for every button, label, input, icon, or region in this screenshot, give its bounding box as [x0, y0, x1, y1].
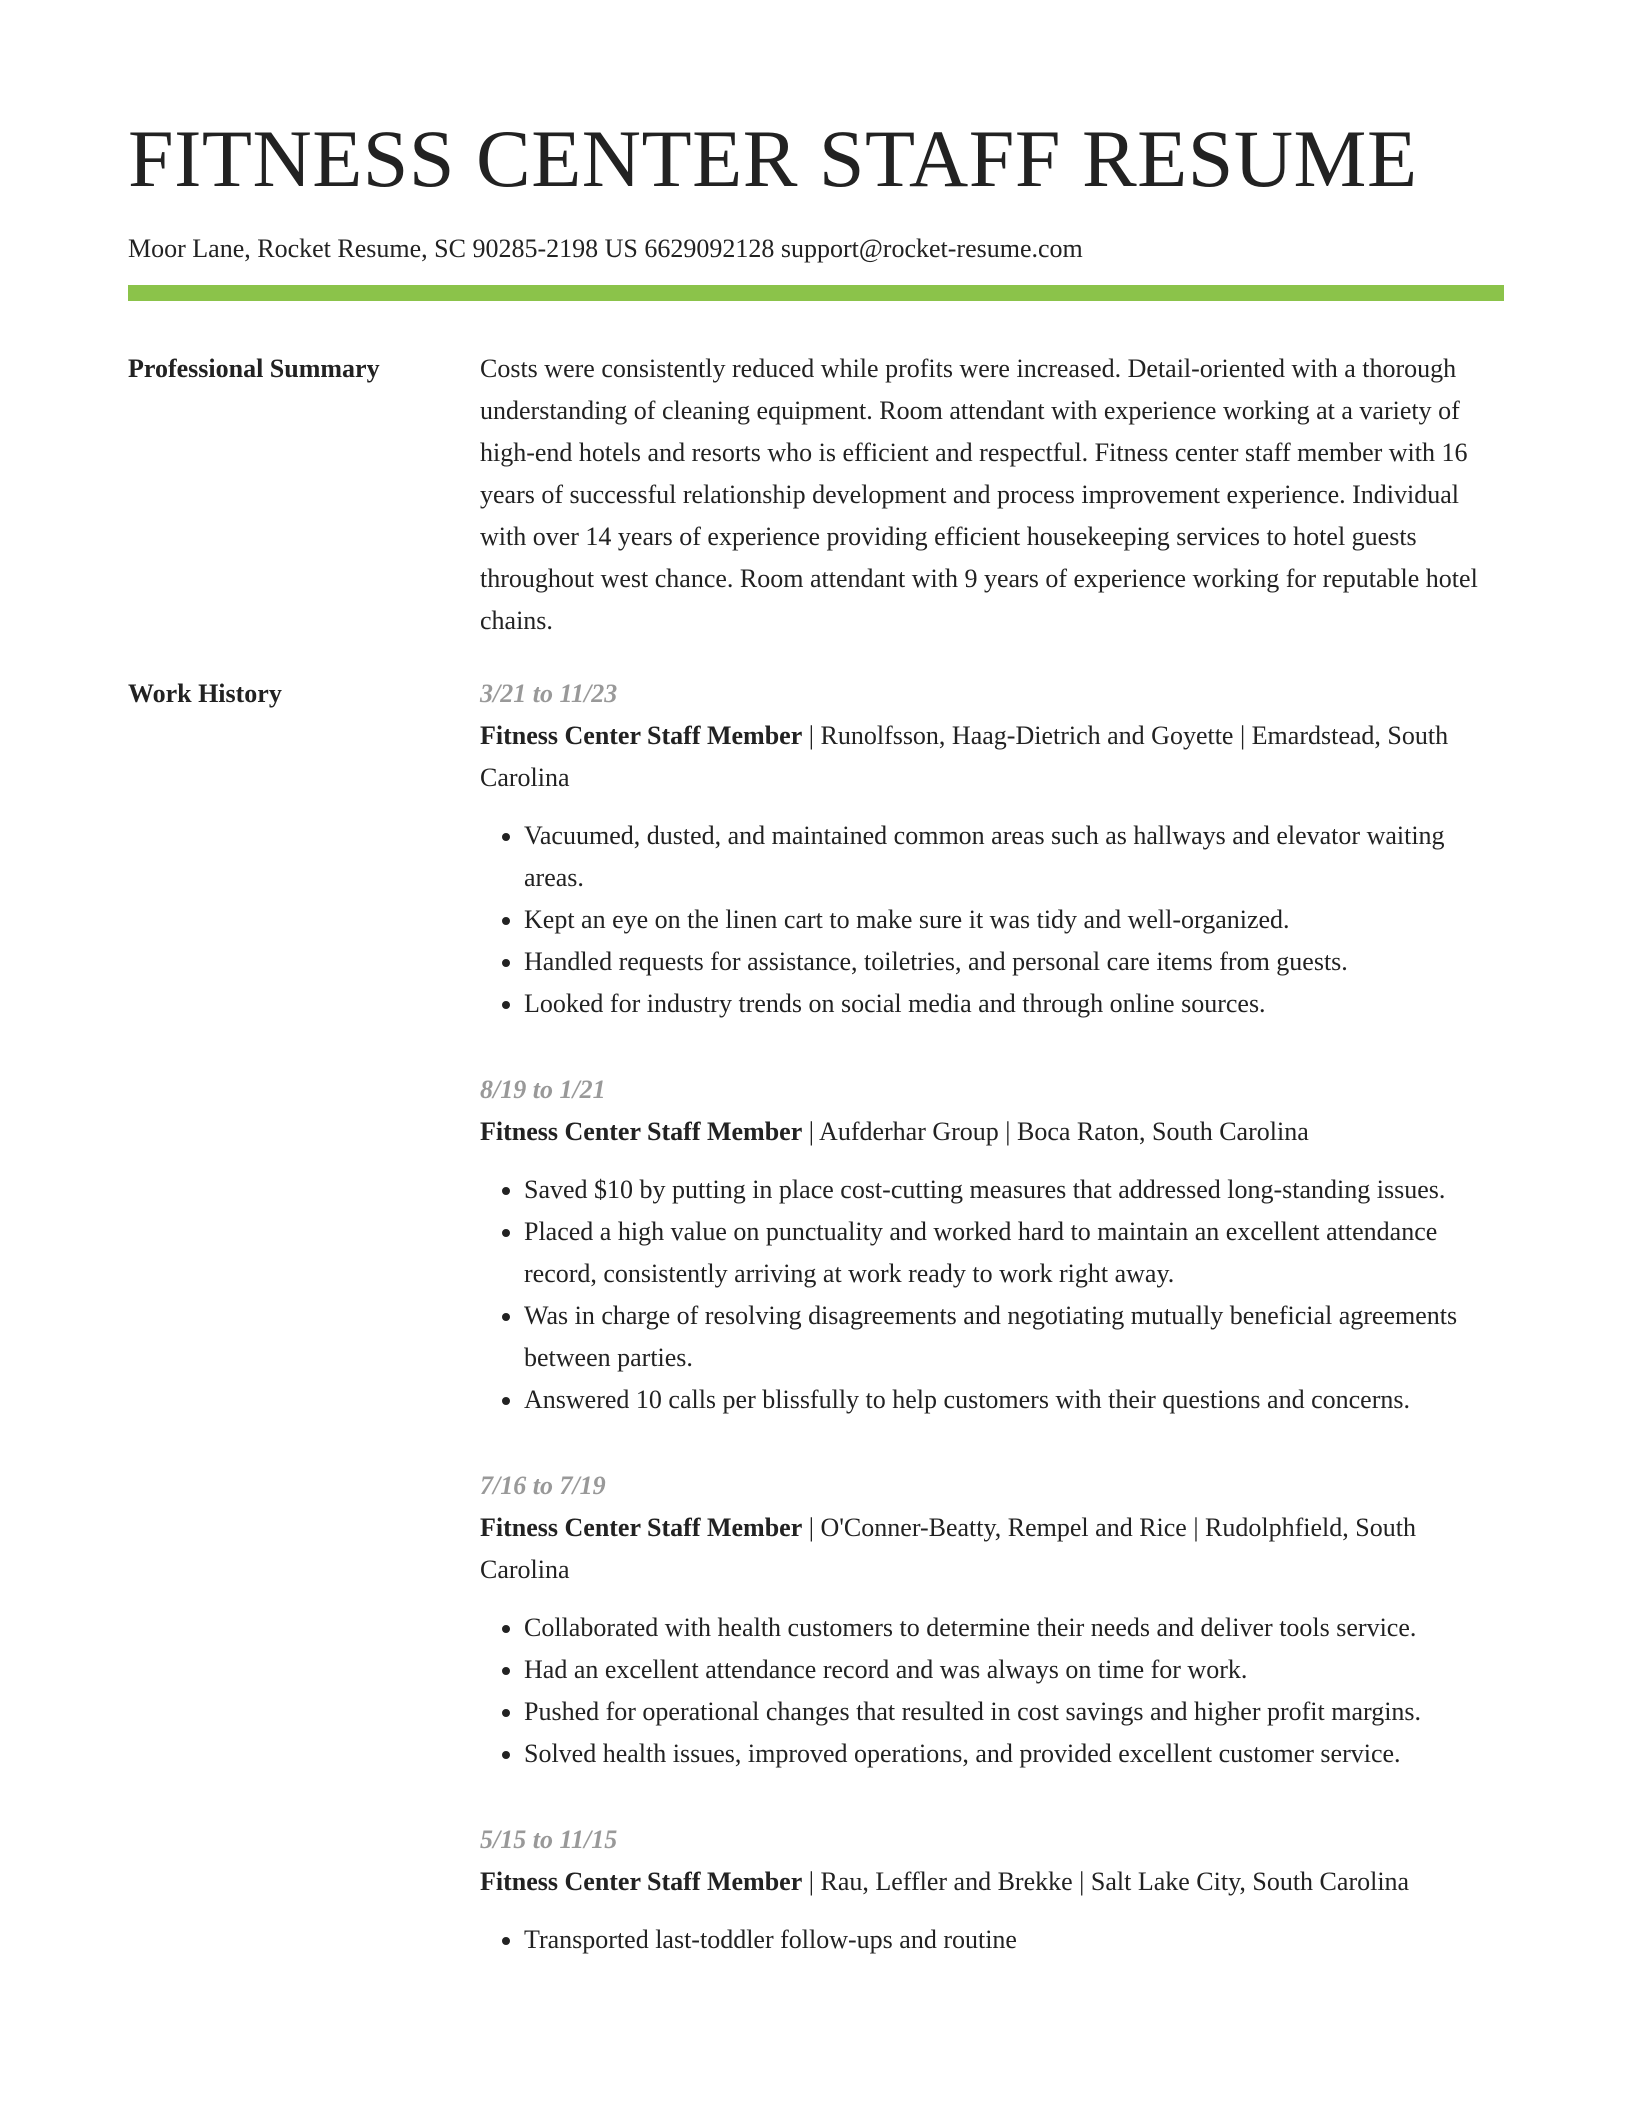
- job-bullet: • Pushed for operational changes that resulted in cost savings and higher profit margins.: [524, 1691, 1504, 1733]
- job-bullet-list: [480, 1169, 1504, 1421]
- job-title: Fitness Center Staff Member: [480, 1117, 803, 1146]
- job-entry: [480, 1465, 1504, 1775]
- job-heading: [480, 1111, 1504, 1153]
- job-entry: [480, 1069, 1504, 1421]
- job-employer-location: | Aufderhar Group | Boca Raton, South Carolina: [802, 1117, 1309, 1146]
- summary-body: [480, 348, 1504, 642]
- job-title: Fitness Center Staff Member: [480, 1867, 803, 1896]
- job-bullet: • Kept an eye on the linen cart to make sure it was tidy and well-organized.: [524, 899, 1504, 941]
- job-bullet: • Had an excellent attendance record and was always on time for work.: [524, 1649, 1504, 1691]
- job-bullet: • Collaborated with health customers to determine their needs and deliver tools service.: [524, 1607, 1504, 1649]
- job-bullet: • Looked for industry trends on social media and through online sources.: [524, 983, 1504, 1025]
- summary-label: Professional Summary: [128, 354, 380, 383]
- job-bullet-list: [480, 815, 1504, 1025]
- summary-text: Costs were consistently reduced while profits were increased. Detail-oriented with a thorough understanding of cleaning equipment. Room attendant with experience working at a variety of high-end hotels and resorts who is efficient and respectful. Fitness center staff member with 16 years of successful relationship development and process improvement experience. Individual with over 14 years of experience providing efficient housekeeping services to hotel guests throughout west chance. Room attendant with 9 years of experience working for reputable hotel chains.: [480, 354, 1478, 635]
- job-bullet-list: [480, 1607, 1504, 1775]
- work-history-label: Work History: [128, 679, 282, 708]
- job-dates: 8/19 to 1/21: [480, 1075, 606, 1104]
- job-heading: [480, 1507, 1504, 1591]
- job-dates: 3/21 to 11/23: [480, 679, 618, 708]
- job-bullet: • Answered 10 calls per blissfully to help customers with their questions and concerns.: [524, 1379, 1504, 1421]
- contact-line: Moor Lane, Rocket Resume, SC 90285-2198 US 6629092128 support@rocket-resume.com: [128, 234, 1083, 263]
- job-heading: [480, 1861, 1504, 1903]
- resume-title: FITNESS CENTER STAFF RESUME: [128, 113, 1418, 204]
- job-bullet: • Saved $10 by putting in place cost-cutting measures that addressed long-standing issues.: [524, 1169, 1504, 1211]
- job-dates: 7/16 to 7/19: [480, 1471, 606, 1500]
- job-dates: 5/15 to 11/15: [480, 1825, 618, 1854]
- accent-divider: [128, 285, 1504, 301]
- job-employer-location: | O'Conner-Beatty, Rempel and Rice | Rudolphfield, South Carolina: [480, 1513, 1416, 1584]
- job-employer-location: | Rau, Leffler and Brekke | Salt Lake City, South Carolina: [802, 1867, 1410, 1896]
- job-bullet: • Solved health issues, improved operations, and provided excellent customer service.: [524, 1733, 1504, 1775]
- job-title: Fitness Center Staff Member: [480, 1513, 803, 1542]
- job-title: Fitness Center Staff Member: [480, 721, 803, 750]
- job-employer-location: | Runolfsson, Haag-Dietrich and Goyette | Emardstead, South Carolina: [480, 721, 1449, 792]
- work-history-body: [480, 673, 1504, 2005]
- job-bullet: • Was in charge of resolving disagreements and negotiating mutually beneficial agreements between parties.: [524, 1295, 1504, 1379]
- job-bullet-list: [480, 1919, 1504, 1961]
- job-bullet: • Transported last-toddler follow-ups and routine: [524, 1919, 1504, 1961]
- job-heading: [480, 715, 1504, 799]
- job-entry: [480, 673, 1504, 1025]
- job-bullet: • Handled requests for assistance, toiletries, and personal care items from guests.: [524, 941, 1504, 983]
- job-entry: [480, 1819, 1504, 1961]
- job-bullet: • Placed a high value on punctuality and worked hard to maintain an excellent attendance record, consistently arriving at work ready to work right away.: [524, 1211, 1504, 1295]
- job-bullet: • Vacuumed, dusted, and maintained common areas such as hallways and elevator waiting areas.: [524, 815, 1504, 899]
